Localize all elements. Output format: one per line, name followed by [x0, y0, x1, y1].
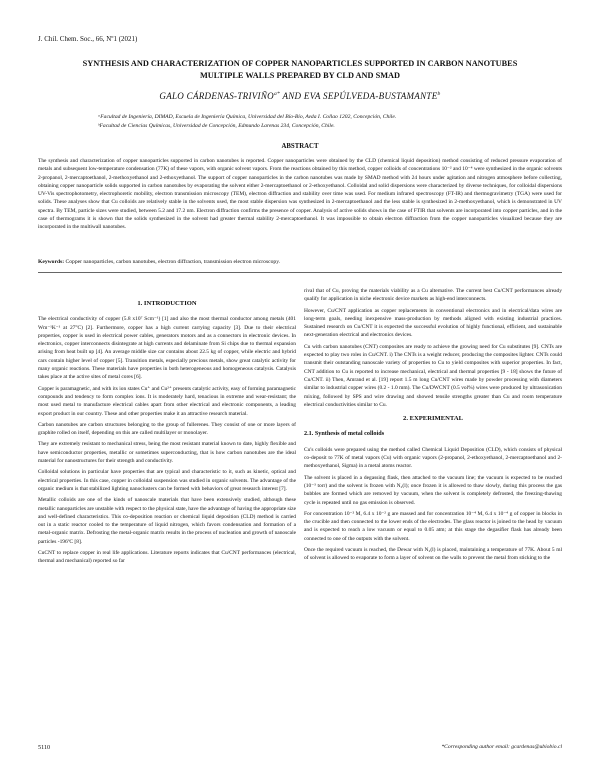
intro-paragraph: CuCNT to replace copper in real life applications. Literature reports indicates that Cu/CNT performances (electrical, thermal and mechanical) reported so far — [38, 550, 296, 565]
author-2: EVA SEPÚLVEDA-BUSTAMANTE — [303, 91, 438, 101]
experimental-paragraph: For concentration 10⁻² M, 6.4 x 10⁻² g are massed and for concentration 10⁻⁴ M, 6.4 x 10⁻⁴ g of copper in blocks in the crucible and then connected to the lower ends of the electrodes. The glass reactor is joined to the head by vacuum and is expected to reach a low vacuum or equal to 0.05 atm; at this stage the degasifier flask has already been connected to one of the outputs with the solvent. — [304, 510, 562, 542]
author-1: GALO CÁRDENAS-TRIVIÑO — [159, 91, 274, 101]
introduction-heading: 1. INTRODUCTION — [137, 300, 197, 307]
abstract-heading: ABSTRACT — [281, 143, 319, 150]
author-1-mark: a* — [273, 91, 281, 97]
intro-paragraph: Cu with carbon nanotubes (CNT) composites are ready to achieve the growing need for Cu substitutes [9]. CNTs are expected to play two roles in Cu/CNT. i) The CNTs is a weight reducer, producing the composites lighter. CNTs could transmit their outstanding nanoscale variety of properties to Cu to yield composites with superior properties. In fact, CNT addition to Cu is reported to increase mechanical, electrical and thermal properties [9 - 18] shows the future of Cu/CNT. ii) Then, Amrand et al. [19] report 1.5 m long Cu/CNT wires made by powder processing with diameters similar to industrial copper wires (0.2 - 1.0 mm). The Cu/DWCNT (0.5 vol%) wires were produced by ultrasonication mixing, followed by SPS and wire drawing and showed tensile strengths greater than Cu and room temperature electrical conductivities similar to Cu. — [304, 343, 562, 408]
affiliation-b: ᵇFacultad de Ciencias Químicas, Universidad de Concepción, Edmundo Larenas 234, Concepción, Chile. — [98, 123, 335, 129]
intro-paragraph: The electrical conductivity of copper (5.8 x10⁷ Scm⁻¹) [1] and also the most thermal conductor among metals (401 Wm⁻¹K⁻¹ at 27°C) [2]. Furthermore, copper has a high current carrying capacity [3]. Due to their electrical properties, copper is used in electrical power cables, generators motors and as a connectors in electronic devices. In electronics, copper interconnects disintegrate at high currents and delaminate from Si chips due to thermal expansion arising from heat built up [4]. An average middle size car contains about 22.5 kg of copper, while electric and hybrid cars contain higher level of copper [5]. Transition metals, especially precious metals, show great catalytic activity for many organic reactions. These materials have properties in both heterogeneous and homogeneous catalysis. Catalysis takes place at the active sites of metal cores [6]. — [38, 316, 296, 381]
intro-paragraph: Colloidal solutions in particular have properties that are typical and characteristic to it, such as kinetic, optical and electrical properties. In this case, copper in colloidal suspension was studied in organic solvents. The advantage of the organic medium is that stabilized lighting nanoclusters can be formed with behaviors of great research interest [7]. — [38, 469, 296, 492]
keywords-label: Keywords: — [38, 259, 65, 265]
journal-header: J. Chil. Chem. Soc., 66, Nº1 (2021) — [38, 35, 138, 43]
keywords-text: Copper nanoparticles, carbon nanotubes, electron diffraction, transmission electron microscopy. — [64, 259, 281, 265]
author-conjunction: AND — [280, 91, 304, 101]
left-column — [38, 300, 296, 569]
experimental-paragraph: Once the required vacuum is reached, the Dewar with N₂(l) is placed, maintaining a temperature of 77K. About 5 ml of solvent is allowed to evaporate to form a layer of solvent on the walls to prevent the metal from sticking to the — [304, 547, 562, 562]
intro-paragraph: Metallic colloids are one of the kinds of nanoscale materials that have been extensively studied, although these metallic nanoparticles are unstable with respect to the physical state, have the advantage of having the appropriate size and well-defined characteristics. This co-deposition reaction or chemical liquid deposition (CLD) method is carried out in a static reactor cooled to the temperature of liquid nitrogen, which favors condensation and formation of a metal-organic matrix. Defrosting the metal-organic matrix results in the process of nucleation and growth of nanoscale particles -196ºC [8]. — [38, 497, 296, 545]
intro-paragraph: They are extremely resistant to mechanical stress, being the most resistant material known to date, highly flexible and have semiconductor properties, metallic or sometimes superconducting, that is how carbon nanotubes are the ideal material for nanostructures for their strength and conductivity. — [38, 441, 296, 465]
intro-paragraph: However, Cu/CNT application as copper replacements in conventional electronics and in electrical/data wires are long-term goals, needing inexpensive mass-production by methods aligned with existing industrial practices. Sustained research on Cu/CNT it is expected the successful evolution of highly functional, efficient, and sustainable next-generation electrical and electronics devices. — [304, 307, 562, 339]
synthesis-subheading: 2.1. Synthesis of metal colloids — [304, 430, 385, 438]
affiliation-a: ᵃFacultad de Ingeniería, DIMAD, Escuela de Ingeniería Química, Universidad del Bío-Bío, Avda I. Collao 1202, Concepción, Chile. — [98, 114, 397, 120]
keywords — [38, 259, 562, 265]
authors-line — [40, 91, 560, 101]
affiliations — [98, 113, 560, 131]
abstract-text: The synthesis and characterization of copper nanoparticles supported in carbon nanotubes is reported. Copper nanoparticles were obtained by the CLD (chemical liquid deposition) method consisting of reduced pressure evaporation of metals and subsequent low-temperature condensation (77K) of these vapors, with organic solvent vapors. From the reactions obtained by this method, copper colloids of concentrations 10⁻² and 10⁻⁴ were synthesized in the organic solvents 2-propanol, 2-mercaptoethanol, 2-methoxyethanol and 2-ethoxyethanol. The support of copper nanoparticles in the carbon nanotubes was made by SMAD method with 24 hours under agitation and nitrogen atmosphere before collecting, obtaining copper nanoparticle solids supported in carbon nanotubes by evaporating the solvent either 2-mercaptoethanol or 2-ethoxyethanol. Colloidal and solid dispersions were characterized by diverse techniques, for colloidal dispersions UV-Vis spectrophotometry, electrophoretic mobility, electron transmission microscopy (TEM), electron diffraction and stability over time was used. For medium infrared spectroscopy (FT-IR) and thermogravimetry (TGA) were used for solids. These analyses show that Cu colloids are relatively stable in the solvents used, the most stable dispersion was synthesized in 2-mercaptoethanol and the less stable is synthesized in 2-methoxyethanol, which is demonstrated in UV spectra. By TEM, particle sizes were studied, between 5.2 and 17.2 nm. Electron diffraction confirms the presence of copper. Analysis of active solids shows in the case of FTIR that solvents are incorporated into copper particles, and in the case of thermograms it is shown that the solids synthesized in the solvent had greater thermal stability 2-mercaptoethanol. It was impossible to obtain electron diffraction from the copper nanoparticles visualized because they are incorporated in the multiwall nanotubes. — [38, 158, 562, 230]
intro-paragraph: Carbon nanotubes are carbon structures belonging to the group of fullerenes. They consist of one or more layers of graphite rolled on itself, depending on this are called multilayer or monolayer. — [38, 421, 296, 437]
paper-title: SYNTHESIS AND CHARACTERIZATION OF COPPER NANOPARTICLES SUPPORTED IN CARBON NANOTUBES MULTIPLE WALLS PREPARED BY CLD AND SMAD — [82, 59, 518, 80]
right-column — [304, 287, 562, 566]
experimental-paragraph: Cu's colloids were prepared using the method called Chemical Liquid Deposition (CLD), which consists of physical co-deposit to 77K of metal vapors (Cu) with organic vapors (2-propanol, 2-ethoxyethanol, 2-mercaptoethanol and 2-methoxyethanol, Sigma) in a metal atoms reactor. — [304, 446, 562, 470]
author-2-mark: b — [437, 91, 441, 97]
page-number: 5110 — [38, 744, 51, 751]
intro-paragraph: rival that of Cu, proving the materials viability as a Cu alternative. The current best Cu/CNT performances already qualify for application in niche electronic device markets as high-end interconnects. — [304, 288, 562, 303]
section-divider — [38, 272, 562, 273]
experimental-paragraph: The solvent is placed in a degassing flask, then attached to the vacuum line; the vacuum is expected to be reached (10⁻³ torr) and the solvent is frozen with N₂(l); once frozen it is allowed to thaw slowly, during this process the gas bubbles are formed which are removed by vacuum, when the solvent is completely defrosted, the freezing-thawing cycle is repeated until no gas emission is observed. — [304, 474, 562, 506]
corresponding-author-email: *Corresponding author email: gcardenas@ubiobio.cl — [441, 744, 562, 750]
experimental-heading: 2. EXPERIMENTAL — [403, 415, 463, 423]
intro-paragraph: Copper is paramagnetic, and with its ion states Cu⁺ and Cu²⁺ presents catalytic activity, easy of forming paramagnetic compounds and tendency to form complex ions. It is moderately hard, tenacious in extreme and wear-resistant; the most used metal to manufacture electrical cables apart from other electrical and electronic components, a leading export product in our country. These and other properties make it an attractive research material. — [38, 385, 296, 417]
